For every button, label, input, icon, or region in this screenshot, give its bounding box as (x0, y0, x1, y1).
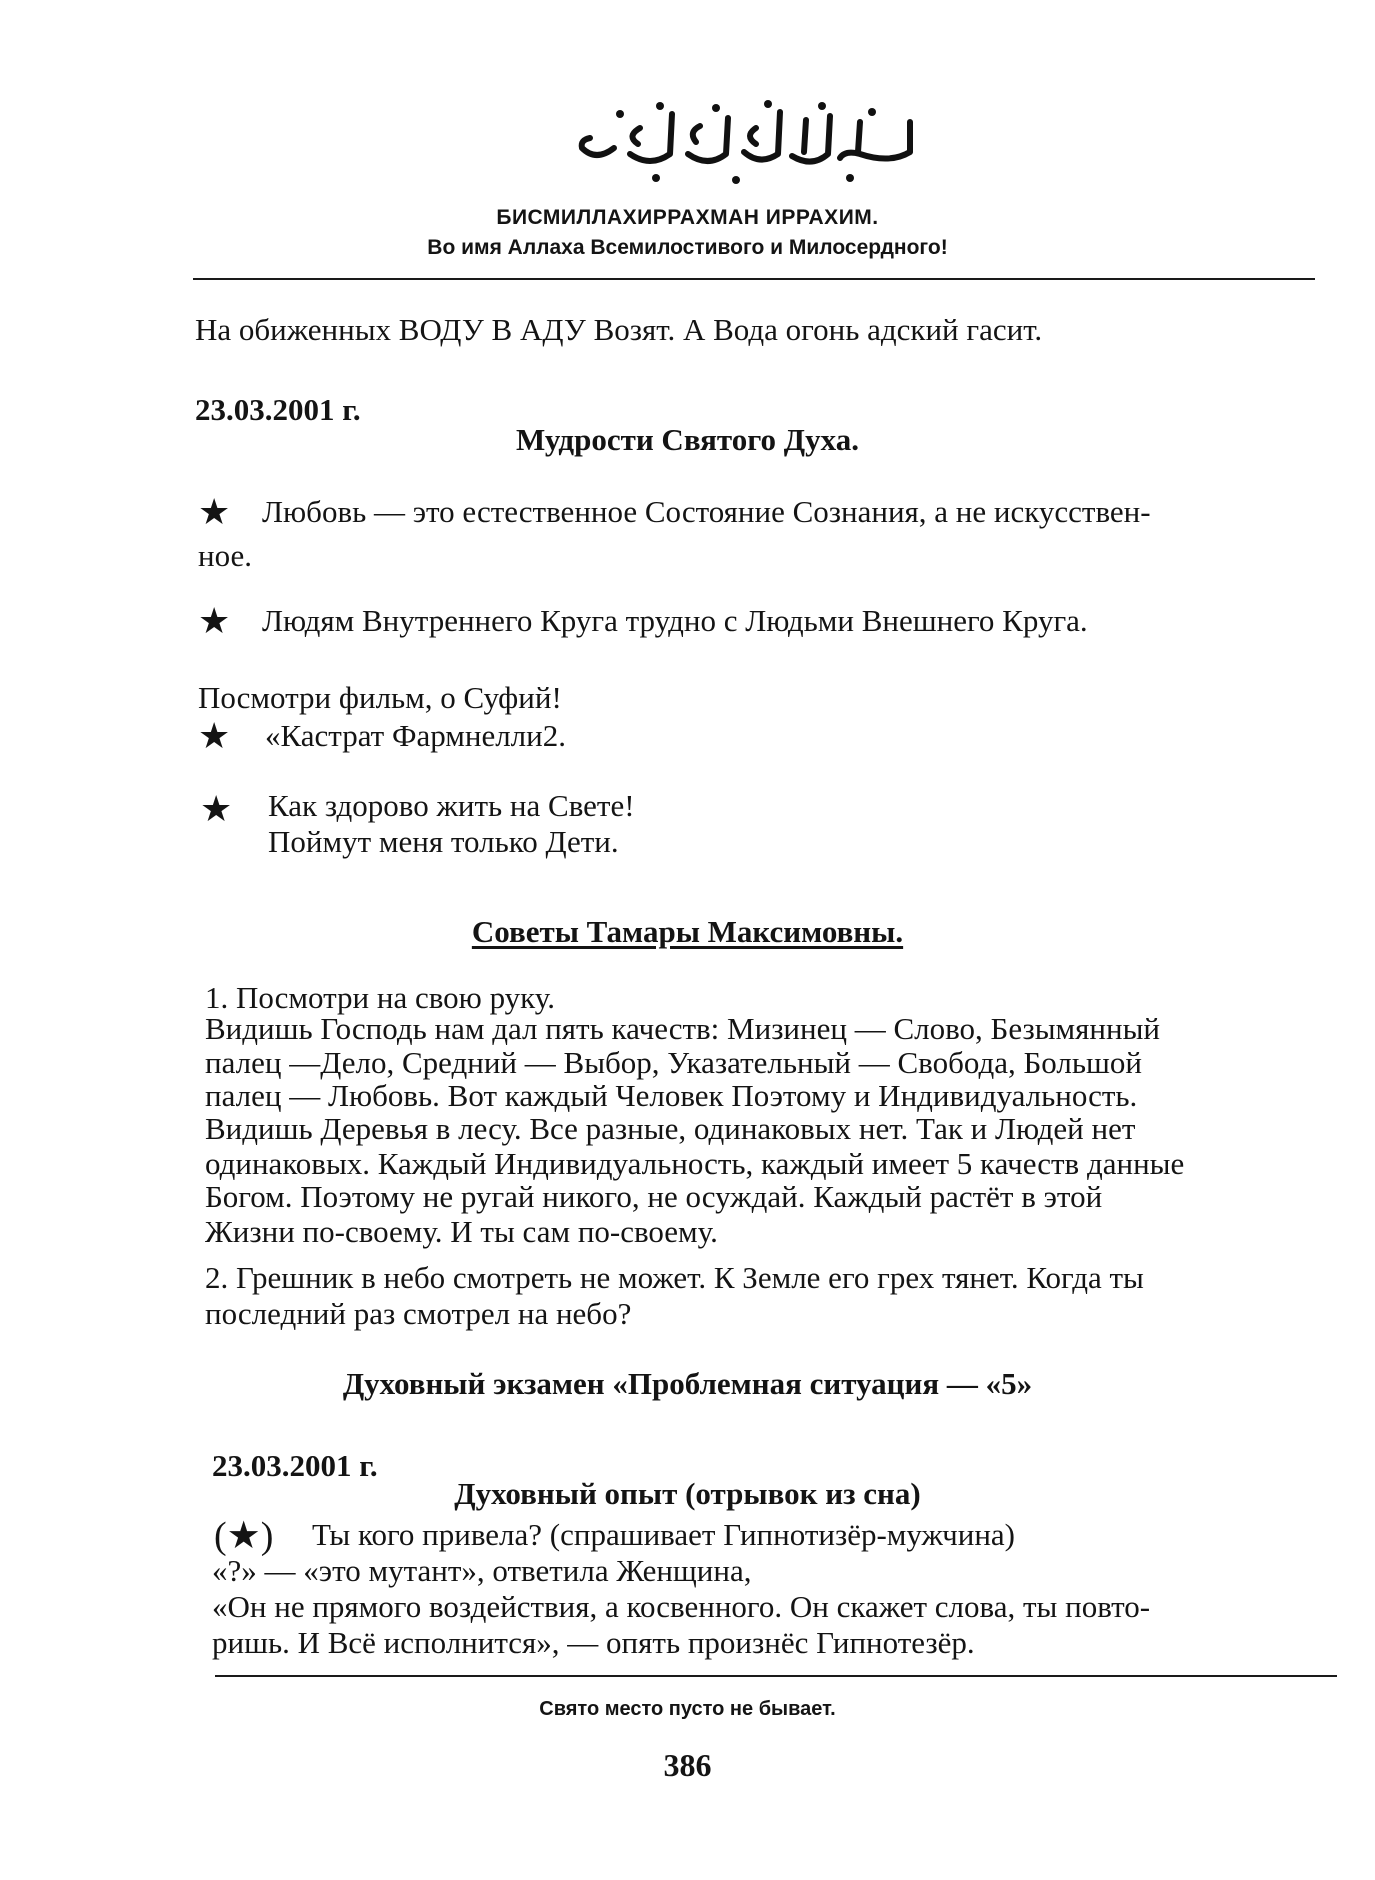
section1-item4-line1: Как здорово жить на Свете! (268, 788, 635, 823)
section2-line: Богом. Поэтому не ругай никого, не осуждай. Каждый растёт в этой (205, 1179, 1103, 1214)
footer-proverb: Свято место пусто не бывает. (539, 1698, 836, 1720)
section2-line: Жизни по-своему. И ты сам по-своему. (205, 1214, 718, 1249)
header-divider (193, 278, 1315, 280)
section2-line: 1. Посмотри на свою руку. (205, 980, 555, 1015)
section2-line: Видишь Деревья в лесу. Все разные, одинаковых нет. Так и Людей нет (205, 1111, 1136, 1146)
star-in-parentheses-icon: (★) (214, 1515, 274, 1557)
section2-line: Видишь Господь нам дал пять качеств: Мизинец — Слово, Безымянный (205, 1011, 1161, 1046)
section3-line3: «Он не прямого воздействия, а косвенного. Он скажет слова, ты повто- (212, 1589, 1151, 1624)
section3-title: Духовный экзамен «Проблемная ситуация — «5» (342, 1366, 1033, 1401)
header-transliteration: БИСМИЛЛАХИРРАХМАН ИРРАХИМ. (496, 206, 879, 229)
section3-date: 23.03.2001 г. (212, 1448, 378, 1483)
section3-subtitle: Духовный опыт (отрывок из сна) (454, 1476, 921, 1511)
section3-line4: ришь. И Всё исполнится», — опять произнёс Гипнотезёр. (212, 1625, 975, 1660)
star-icon: ★ (198, 492, 231, 532)
film-intro: Посмотри фильм, о Суфий! (198, 680, 562, 715)
section1-item3: «Кастрат Фармнелли2. (265, 718, 566, 753)
section1-date: 23.03.2001 г. (195, 392, 361, 427)
section2-line: 2. Грешник в небо смотреть не может. К Земле его грех тянет. Когда ты (205, 1260, 1144, 1295)
footer-divider (215, 1675, 1337, 1677)
section3-line2: «?» — «это мутант», ответила Женщина, (212, 1553, 752, 1588)
section3-line1: Ты кого привела? (спрашивает Гипнотизёр-мужчина) (312, 1517, 1015, 1552)
section1-title: Мудрости Святого Духа. (516, 422, 859, 457)
section1-item1-line1: Любовь — это естественное Состояние Сознания, а не искусствен- (262, 494, 1151, 529)
header-translation: Во имя Аллаха Всемилостивого и Милосердного! (427, 236, 948, 259)
star-icon: ★ (198, 716, 231, 756)
section2-line: палец — Любовь. Вот каждый Человек Поэтому и Индивидуальность. (205, 1078, 1138, 1113)
section2-title: Советы Тамары Максимовны. (471, 914, 904, 949)
star-icon: ★ (198, 601, 231, 641)
section1-item4-line2: Поймут меня только Дети. (268, 824, 619, 859)
intro-line: На обиженных ВОДУ В АДУ Возят. А Вода огонь адский гасит. (195, 312, 1043, 347)
section1-item2: Людям Внутреннего Круга трудно с Людьми Внешнего Круга. (262, 603, 1088, 638)
page-number: 386 (663, 1747, 712, 1783)
section1-item1-line2: ное. (198, 538, 252, 573)
section2-line: одинаковых. Каждый Индивидуальность, каждый имеет 5 качеств данные (205, 1146, 1185, 1181)
bismillah-calligraphy (560, 92, 940, 192)
section2-line: последний раз смотрел на небо? (205, 1296, 632, 1331)
section2-line: палец —Дело, Средний — Выбор, Указательный — Свобода, Большой (205, 1045, 1142, 1080)
star-icon: ★ (200, 789, 233, 829)
